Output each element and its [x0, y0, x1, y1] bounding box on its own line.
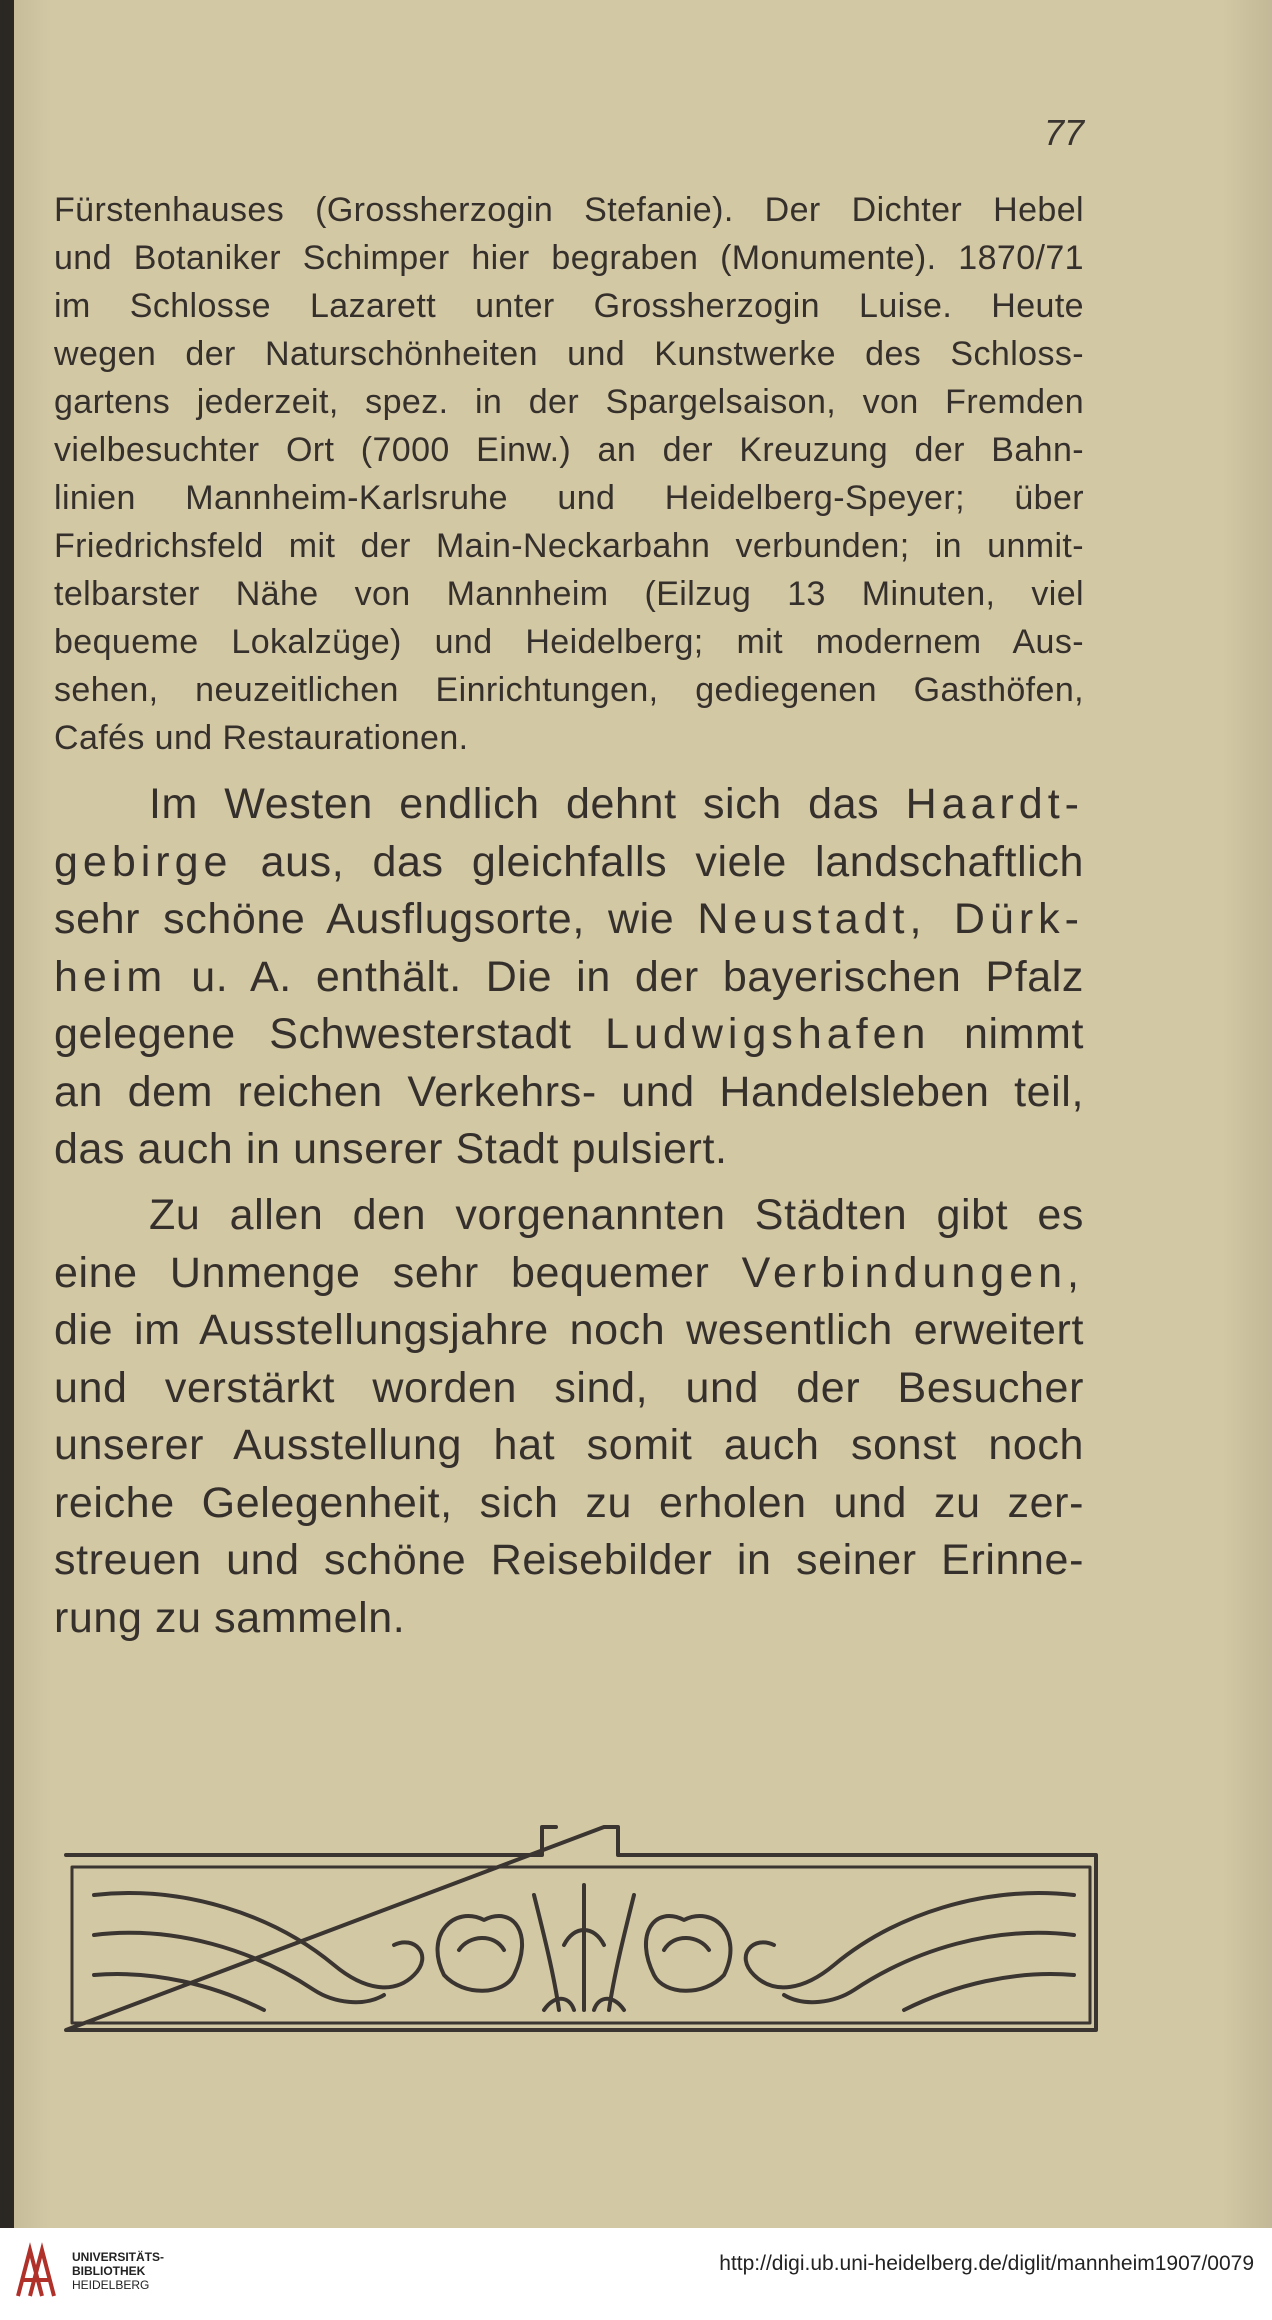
- text-line: gartens jederzeit, spez. in der Spargelsaison, von Fremden: [54, 383, 1084, 421]
- text-line: im Schlosse Lazarett unter Grossherzogin Luise. Heute: [54, 287, 1084, 325]
- source-url-link[interactable]: http://digi.ub.uni-heidelberg.de/diglit/mannheim1907/0079: [719, 2252, 1254, 2275]
- text-run: Im Westen endlich dehnt sich das: [149, 780, 880, 828]
- text-line: telbarster Nähe von Mannheim (Eilzug 13 Minuten, viel: [54, 575, 1084, 613]
- text-run: nimmt: [963, 1010, 1085, 1058]
- spaced-term: Haardt-: [905, 780, 1084, 828]
- text-line: Cafés und Restaurationen.: [54, 719, 469, 757]
- text-run: sehr schöne Ausflugsorte, wie: [54, 895, 675, 943]
- text-run: gelegene Schwesterstadt: [54, 1010, 572, 1058]
- text-line: [54, 891, 1084, 949]
- text-line: [54, 834, 1084, 892]
- spaced-term: Ludwigshafen: [605, 1010, 931, 1058]
- text-run: aus, das gleichfalls viele landschaftlich: [260, 837, 1084, 886]
- text-line: Friedrichsfeld mit der Main-Neckarbahn verbunden; in unmit-: [54, 527, 1084, 565]
- text-line: [54, 1245, 1084, 1303]
- text-line: unserer Ausstellung hat somit auch sonst noch: [54, 1421, 1084, 1469]
- text-line: wegen der Naturschönheiten und Kunstwerke des Schloss-: [54, 335, 1084, 373]
- book-page: [14, 0, 1272, 2228]
- library-name-line: UNIVERSITÄTS-: [72, 2250, 165, 2264]
- text-line: vielbesuchter Ort (7000 Einw.) an der Kreuzung der Bahn-: [54, 431, 1084, 469]
- text-line: linien Mannheim-Karlsruhe und Heidelberg-Speyer; über: [54, 479, 1084, 517]
- paragraph-2: [54, 776, 1084, 1179]
- spaced-term: Verbindungen,: [741, 1248, 1084, 1297]
- art-nouveau-ornament: [64, 1825, 1104, 2035]
- text-line: [54, 949, 1084, 1007]
- text-line: und Botaniker Schimper hier begraben (Monumente). 1870/71: [54, 239, 1084, 277]
- viewer-footer: [0, 2228, 1272, 2320]
- text-line: streuen und schöne Reisebilder in seiner Erinne-: [54, 1536, 1084, 1584]
- text-line: [54, 1006, 1084, 1064]
- paragraph-3: [54, 1187, 1084, 1647]
- paragraph-1: [54, 186, 1084, 762]
- text-line: bequeme Lokalzüge) und Heidelberg; mit modernem Aus-: [54, 623, 1084, 661]
- text-run: eine Unmenge sehr bequemer: [54, 1248, 710, 1297]
- library-name-line: HEIDELBERG: [72, 2278, 150, 2292]
- spaced-term: heim: [54, 952, 168, 1001]
- text-line: Fürstenhauses (Grossherzogin Stefanie). Der Dichter Hebel: [54, 191, 1084, 229]
- library-name: [72, 2250, 164, 2292]
- page-number: 77: [1044, 112, 1085, 153]
- spaced-term: Neustadt, Dürk-: [697, 895, 1084, 943]
- text-run: u. A. enthält. Die in der bayerischen Pfalz: [191, 952, 1085, 1001]
- text-line: sehen, neuzeitlichen Einrichtungen, gediegenen Gasthöfen,: [54, 671, 1084, 709]
- university-library-logo-icon: [12, 2242, 62, 2302]
- text-line: Zu allen den vorgenannten Städten gibt es: [149, 1191, 1084, 1239]
- library-name-line: BIBLIOTHEK: [72, 2264, 146, 2278]
- text-line: das auch in unserer Stadt pulsiert.: [54, 1125, 728, 1173]
- spaced-term: gebirge: [54, 837, 233, 886]
- text-line: die im Ausstellungsjahre noch wesentlich erweitert: [54, 1306, 1084, 1354]
- text-line: rung zu sammeln.: [54, 1593, 406, 1642]
- text-line: [54, 776, 1084, 834]
- text-line: und verstärkt worden sind, und der Besucher: [54, 1363, 1084, 1412]
- text-line: an dem reichen Verkehrs- und Handelsleben teil,: [54, 1067, 1084, 1116]
- text-line: reiche Gelegenheit, sich zu erholen und zu zer-: [54, 1478, 1084, 1527]
